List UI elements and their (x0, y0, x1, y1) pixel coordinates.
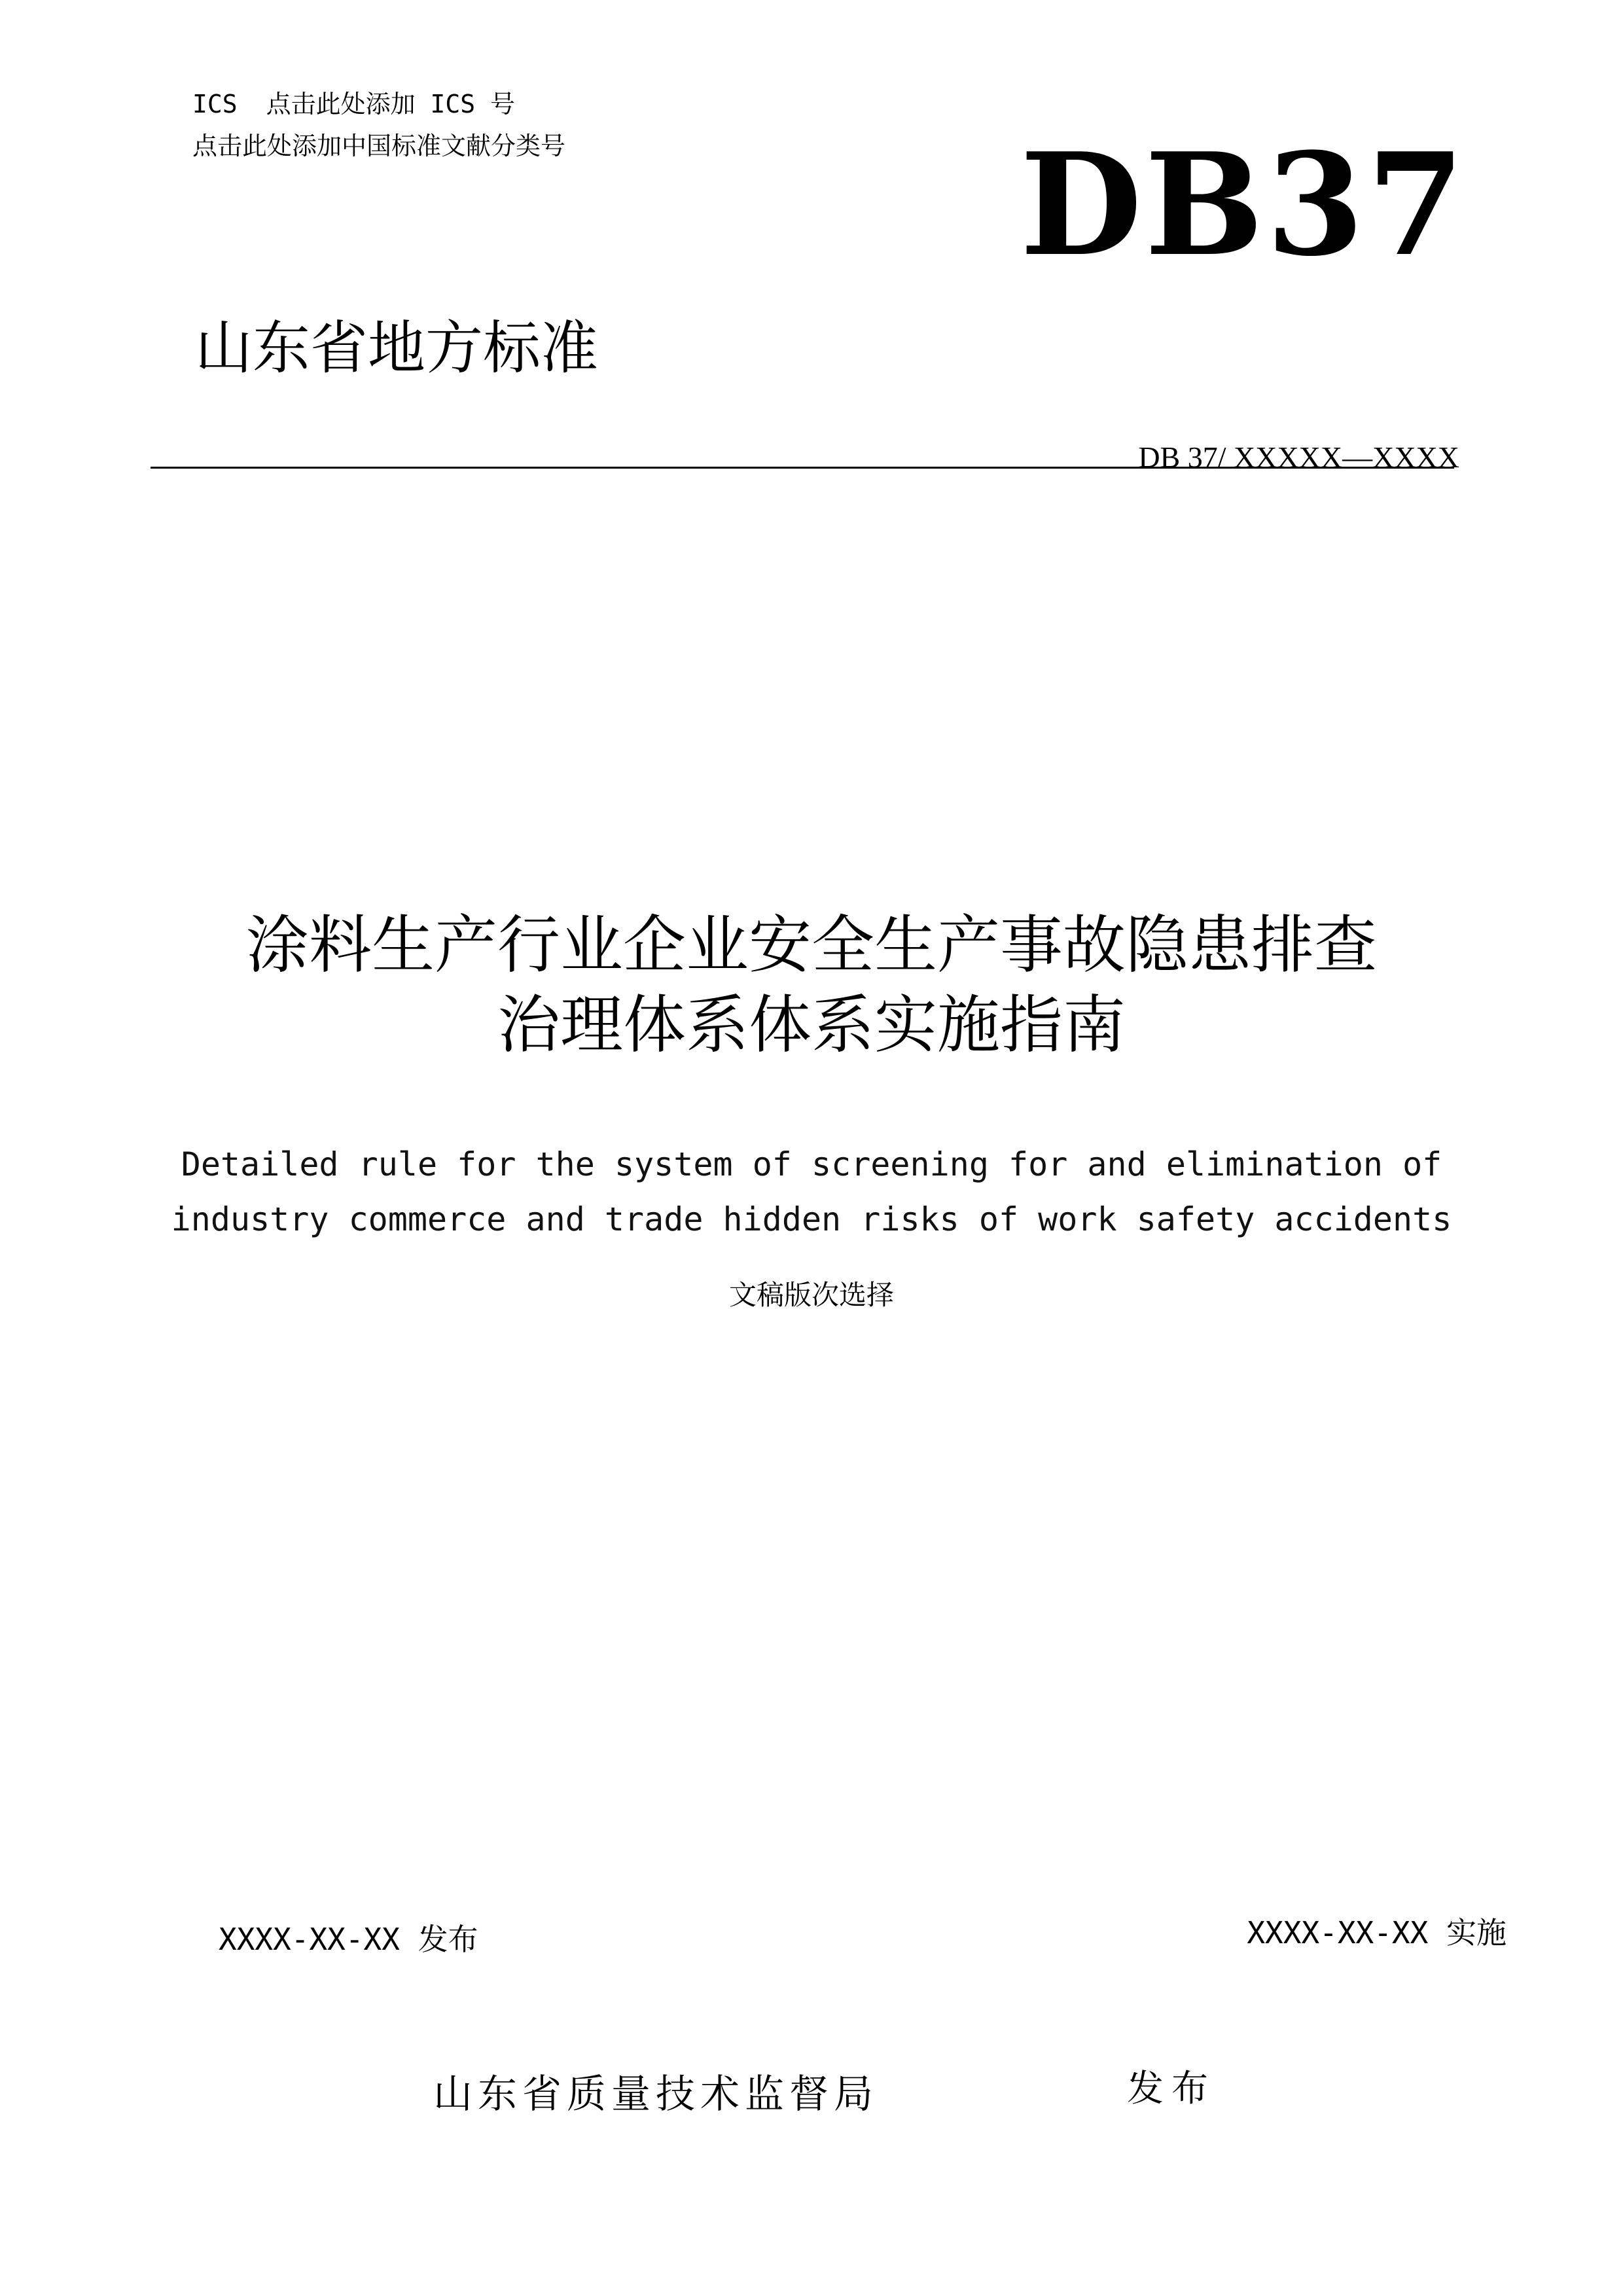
chinese-title (0, 905, 1623, 1065)
ics-line (192, 84, 515, 120)
english-title-line-1: Detailed rule for the system of screening for and elimination of (181, 1145, 1442, 1183)
chinese-title-line-1: 涂料生产行业企业安全生产事故隐患排查 (246, 908, 1377, 982)
english-title-line-2: industry commerce and trade hidden risks of work safety accidents (171, 1200, 1452, 1238)
ccs-placeholder[interactable]: 点击此处添加中国标准文献分类号 (192, 132, 566, 160)
standard-number[interactable]: DB 37/ XXXXX—XXXX (1138, 440, 1459, 474)
ics-placeholder[interactable]: 点击此处添加 ICS 号 (266, 90, 516, 118)
issuing-authority: 山东省质量技术监督局 (433, 2072, 878, 2117)
issue-label: 发布 (1127, 2068, 1216, 2110)
implementation-date: XXXX-XX-XX 实施 (1247, 1915, 1507, 1950)
ics-label: ICS (192, 90, 238, 118)
issue-date: XXXX-XX-XX 发布 (219, 1922, 478, 1957)
draft-version-select[interactable]: 文稿版次选择 (728, 1279, 894, 1311)
db-code: DB37 (1020, 122, 1467, 287)
english-title (0, 1137, 1623, 1247)
standard-type: 山东省地方标准 (195, 314, 599, 382)
chinese-title-line-2: 治理体系体系实施指南 (497, 988, 1126, 1062)
